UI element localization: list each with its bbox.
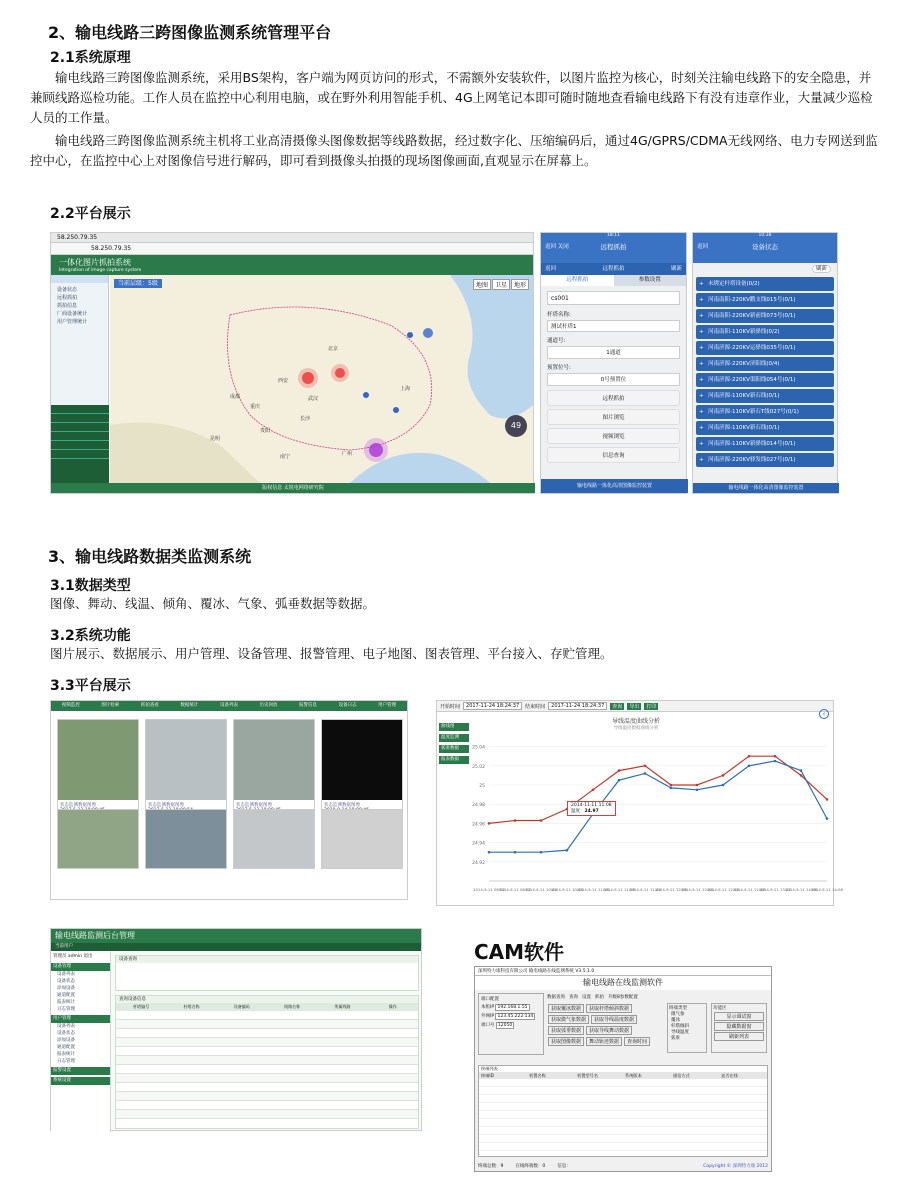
chart-series-point xyxy=(514,851,517,854)
cam-radio-option[interactable]: 杆塔倾斜 xyxy=(671,1024,689,1029)
phone1-back-button[interactable]: 返回 关闭 xyxy=(545,244,569,250)
admin-menu-group[interactable]: 设备管理 xyxy=(51,963,110,971)
admin-table-panel xyxy=(115,995,419,1129)
chart-side-tab[interactable]: 弧垂数据 xyxy=(439,745,469,753)
cam-tab[interactable]: 抓拍 xyxy=(595,995,604,1000)
device-status-list xyxy=(693,277,837,467)
print-button[interactable]: 打印 xyxy=(646,703,657,710)
cam-query-button[interactable]: 获取杆塔倾斜数据 xyxy=(586,1004,632,1013)
gallery-tile[interactable] xyxy=(321,809,403,869)
admin-table-col: 所属线路 xyxy=(334,1004,351,1009)
cam-tabs xyxy=(547,994,642,1000)
cam-function-button[interactable]: 显示调试窗 xyxy=(714,1012,764,1021)
sidebar xyxy=(51,275,109,483)
admin-query-panel xyxy=(115,955,419,991)
admin-menu-item[interactable]: 设备状态 xyxy=(57,979,75,984)
chart-series-point xyxy=(488,851,491,854)
cam-list-col: 终端ID xyxy=(481,1073,494,1078)
cam-list-title: 终端列表 xyxy=(481,1066,498,1071)
cam-port-group-title: 端口配置 xyxy=(481,997,499,1002)
cam-terminal-list xyxy=(478,1065,768,1157)
gallery-caption-title: 状态监测数据图像 xyxy=(324,803,360,808)
table-row[interactable] xyxy=(116,1101,418,1110)
export-button[interactable]: 导出 xyxy=(629,703,640,710)
sidebar-header xyxy=(51,275,108,283)
browser-tab-bar xyxy=(51,233,533,243)
chart-series-point xyxy=(800,769,803,772)
app-footer: 版权信息 太锐电网络研究院 xyxy=(51,483,535,493)
cam-function-button[interactable]: 隐藏数据窗 xyxy=(714,1022,764,1031)
chart-series-point xyxy=(774,760,777,763)
map-place-label: 武汉 xyxy=(308,396,319,402)
device-status-row[interactable]: + 河南南阳-220KV新前线073号(0/1) xyxy=(696,309,834,323)
cam-tab[interactable]: 数据查询 xyxy=(547,995,565,1000)
table-row[interactable] xyxy=(116,1029,418,1038)
sidebar-groups xyxy=(51,405,109,483)
chart-series-point xyxy=(696,789,699,792)
chart-x-tick-label: 2014-9-11 10:44 xyxy=(551,887,583,892)
preset-select[interactable]: 0号预置位 xyxy=(547,373,680,386)
system-functions-line: 图片展示、数据展示、用户管理、设备管理、报警管理、电子地图、图表管理、平台接入、存贮管理。 xyxy=(50,646,613,661)
admin-menu-item[interactable]: 添加设备 xyxy=(57,986,75,991)
cam-software-screenshot xyxy=(474,966,772,1172)
admin-menu-item[interactable]: 日志管理 xyxy=(57,1007,75,1012)
gallery-caption-title: 状态监测数据图像 xyxy=(236,803,272,808)
app-title: 一体化图片抓拍系统 xyxy=(59,258,131,267)
cam-remote-input[interactable]: 123.45.222.134 xyxy=(497,1014,534,1019)
chart-y-tick-label: 24.92 xyxy=(472,860,485,866)
tower-name-label: 杆塔名称: xyxy=(547,312,571,318)
chart-tooltip xyxy=(567,801,616,816)
admin-menu-item[interactable]: 设备状态 xyxy=(57,1031,75,1036)
cam-info: 信息： xyxy=(557,1164,571,1169)
phone1-tabs xyxy=(541,275,686,286)
device-count-badge[interactable]: 49 xyxy=(505,415,527,437)
table-row[interactable] xyxy=(116,1065,418,1074)
table-row[interactable] xyxy=(116,1047,418,1056)
chart-x-tick-label: 2014-9-11 12:44 xyxy=(707,887,739,892)
cam-function-area xyxy=(711,1003,767,1053)
gallery-caption-title: 状态监测数据图像 xyxy=(60,803,96,808)
phone1-action-button[interactable]: 信息查询 xyxy=(547,447,680,463)
app-subtitle: Integration of image capture system xyxy=(59,268,142,273)
cam-total-terminals: 终端总数：9 xyxy=(478,1164,504,1169)
chart-y-tick-label: 25.02 xyxy=(472,764,485,770)
tab-remote-capture[interactable]: 远程抓拍 xyxy=(541,275,614,286)
gallery-tile[interactable] xyxy=(145,809,227,869)
section-3-1-title: 3.1数据类型 xyxy=(50,578,131,594)
admin-table-body xyxy=(116,1011,418,1119)
chart-series-line xyxy=(489,756,827,823)
cam-query-button[interactable]: 获取弧垂数据 xyxy=(548,1026,584,1035)
map-place-label: 昆明 xyxy=(210,436,221,442)
chart-y-tick-label: 24.96 xyxy=(472,822,485,828)
cam-query-button[interactable]: 获取导线舞动数据 xyxy=(586,1026,632,1035)
chart-series-point xyxy=(592,789,595,792)
cam-query-button[interactable]: 查询时间 xyxy=(624,1037,650,1046)
chart-series-point xyxy=(774,755,777,758)
section-2-2-title: 2.2平台展示 xyxy=(50,206,131,222)
cam-heading: CAM软件 xyxy=(474,940,565,964)
sidebar-item[interactable]: 远程抓拍 xyxy=(57,295,78,301)
chart-series-point xyxy=(540,851,543,854)
zoom-level-tab[interactable]: 当前层级：5级 xyxy=(114,279,162,288)
sidebar-item[interactable]: 抓拍信息 xyxy=(57,303,78,309)
chart-series-point xyxy=(618,779,621,782)
gallery-menu-item[interactable]: 设备列表 xyxy=(219,703,238,708)
map-place-label: 成都 xyxy=(230,394,241,400)
cam-port-config xyxy=(478,993,544,1055)
phone2-header xyxy=(693,233,837,263)
gallery-menu-item[interactable]: 设备日志 xyxy=(338,703,357,708)
chart-series-point xyxy=(566,849,569,852)
cam-port-input[interactable]: 12050 xyxy=(497,1023,513,1028)
address-url: 58.250.79.35 xyxy=(91,245,132,252)
admin-menu-item[interactable]: 报表统计 xyxy=(57,1052,75,1057)
cam-func-title: 功能区 xyxy=(713,1006,727,1011)
chart-title: 导线温度曲线分析 xyxy=(611,718,660,725)
phone1-action-button[interactable]: 远程抓拍 xyxy=(547,390,680,406)
cam-ip-label: 本机IP xyxy=(481,1005,495,1010)
chart-y-tick-label: 24.94 xyxy=(472,841,485,847)
map-place-label: 贵阳 xyxy=(260,428,271,434)
chart-y-tick-label: 25.04 xyxy=(472,745,485,751)
list-item[interactable] xyxy=(479,1143,767,1151)
table-row[interactable] xyxy=(116,1056,418,1065)
cam-terminal-type xyxy=(667,1003,707,1053)
cam-port-label: 端口号 xyxy=(481,1023,495,1028)
gallery-menu-item[interactable]: 报警信息 xyxy=(299,703,318,708)
admin-table-col: 线路名称 xyxy=(284,1004,301,1009)
paragraph-principle-1: 输电线路三跨图像监测系统，采用BS架构，客户端为网页访问的形式，不需额外安装软件，以图片监控为核心，时刻关注输电线路下的安全隐患，并兼顾线路巡检功能。工作人员在监控中心利用电脑，或在野外利用智能手机、4G上网笔记本即可随时随地查看输电线路下有没有违章作业，大量减少巡检人员的工作量。 xyxy=(30,70,873,125)
temperature-chart-screenshot xyxy=(436,700,843,906)
image-gallery-screenshot xyxy=(50,700,408,900)
chart-series-point xyxy=(826,817,829,820)
map-place-label: 上海 xyxy=(400,386,411,392)
cam-list-header xyxy=(479,1072,767,1079)
device-status-row[interactable]: + 河南济源-110KV新石T线027号(0/1) xyxy=(696,405,834,419)
section-3-2-title: 3.2系统功能 xyxy=(50,628,131,644)
gallery-menu-bar xyxy=(51,701,407,711)
cam-radio-option[interactable]: 弧垂 xyxy=(671,1036,680,1041)
list-item[interactable] xyxy=(479,1127,767,1135)
cam-query-button[interactable]: 舞动轨迹数据 xyxy=(586,1037,622,1046)
cam-list-col: 通信方式 xyxy=(673,1073,690,1078)
map-type-satellite[interactable]: 卫星 xyxy=(492,279,510,290)
phone1-status-time: 18:11 xyxy=(607,233,620,238)
chart-x-tick-label: 2014-9-11 14:06 xyxy=(785,887,817,892)
cam-radio-option[interactable]: 覆冰 xyxy=(671,1018,680,1023)
end-time-input[interactable]: 2017-11-24 18:24:37 xyxy=(548,702,607,710)
chart-series-point xyxy=(540,819,543,822)
admin-title: 输电线路监测后台管理 xyxy=(51,929,421,943)
admin-sidebar xyxy=(51,951,111,1132)
tab-param-settings[interactable]: 参数设置 xyxy=(614,275,687,286)
map-type-terrain[interactable]: 地形 xyxy=(511,279,529,290)
device-status-row[interactable]: + 河南济源-220KV渠阳线054号(0/1) xyxy=(696,373,834,387)
chart-back-icon[interactable]: ‹ xyxy=(819,709,829,719)
chart-side-tab[interactable]: 曲线图 xyxy=(439,723,469,731)
admin-table-col: 杆塔编号 xyxy=(133,1004,150,1009)
table-row[interactable] xyxy=(116,1083,418,1092)
phone1-toolbar-title: 远程抓拍 xyxy=(602,266,625,272)
admin-menu-item[interactable]: 通道配置 xyxy=(57,1045,75,1050)
tooltip-date: 2014-11-11 11:08 xyxy=(571,803,612,808)
start-time-input[interactable]: 2017-11-24 18:24:37 xyxy=(463,702,522,710)
temperature-line-chart xyxy=(437,701,843,907)
chart-series-point xyxy=(618,769,621,772)
phone2-back-button[interactable]: 返回 xyxy=(697,244,709,250)
admin-backend-screenshot xyxy=(50,928,422,1131)
gallery-caption-title: 状态监测数据图像 xyxy=(148,803,184,808)
chart-x-tick-label: 2014-9-11 11:44 xyxy=(629,887,661,892)
gallery-menu-item[interactable]: 视频监控 xyxy=(61,703,80,708)
gallery-menu-item[interactable]: 用户管理 xyxy=(378,703,397,708)
data-types-line: 图像、舞动、线温、倾角、覆冰、气象、弧垂数据等数据。 xyxy=(50,596,376,611)
admin-menu-item[interactable]: 设备列表 xyxy=(57,1024,75,1029)
chart-x-tick-label: 2014-9-11 08:02 xyxy=(499,887,531,892)
section-2-1-title: 2.1系统原理 xyxy=(50,50,131,66)
chart-y-tick-label: 25 xyxy=(479,784,485,789)
gallery-tile[interactable] xyxy=(233,809,315,869)
china-map xyxy=(110,275,533,483)
cam-remote-label: 外网IP xyxy=(481,1014,495,1019)
phone1-footer: 输电线路一体化高清图像监控装置 xyxy=(541,479,688,493)
list-item[interactable] xyxy=(479,1095,767,1103)
chart-x-tick-label: 2014-9-11 12:06 xyxy=(655,887,687,892)
app-header xyxy=(51,255,533,275)
admin-table-title: 查询设备信息 xyxy=(116,996,418,1003)
device-status-row[interactable]: + 河南南阳-110KV新驿线(0/2) xyxy=(696,325,834,339)
admin-table-col: 杆塔名称 xyxy=(183,1004,200,1009)
chart-x-tick-label: 2014-9-11 11:18 xyxy=(577,887,609,892)
admin-menu-item[interactable]: 设备列表 xyxy=(57,972,75,977)
list-item[interactable] xyxy=(479,1087,767,1095)
chart-series-point xyxy=(670,787,673,790)
cam-list-col: 是否在线 xyxy=(721,1073,738,1078)
chart-x-tick-label: 2014-9-11 08:02 xyxy=(473,887,505,892)
map-place-label: 重庆 xyxy=(250,404,261,410)
map-place-label: 广州 xyxy=(342,451,353,457)
cam-tab[interactable]: 设置 xyxy=(582,995,591,1000)
tower-name-field[interactable]: 测试杆塔1 xyxy=(547,320,680,332)
admin-menu-group[interactable]: 报警设置 xyxy=(51,1067,110,1075)
sidebar-list xyxy=(51,283,108,329)
sidebar-item[interactable]: 用户管理统计 xyxy=(57,319,88,325)
list-item[interactable] xyxy=(479,1135,767,1143)
query-button[interactable]: 查询 xyxy=(612,703,623,710)
browser-address-bar[interactable] xyxy=(51,243,533,255)
list-item[interactable] xyxy=(479,1119,767,1127)
section-2-title: 2、输电线路三跨图像监测系统管理平台 xyxy=(48,23,332,42)
cam-query-button[interactable]: 获取图像数据 xyxy=(548,1037,584,1046)
cam-list-col: 装置型号名 xyxy=(577,1073,598,1078)
admin-menu-groups xyxy=(51,963,110,1085)
admin-query-title: 设备查询 xyxy=(116,956,418,963)
device-status-row[interactable]: + 河南济源-220KV驿发线027号(0/1) xyxy=(696,453,834,467)
admin-table-col: 设备编码 xyxy=(233,1004,250,1009)
table-row[interactable] xyxy=(116,1011,418,1020)
chart-series-point xyxy=(826,798,829,801)
phone1-title: 远程抓拍 xyxy=(600,243,627,251)
chart-side-tab[interactable]: 报表数据 xyxy=(439,756,469,764)
chart-series-point xyxy=(644,765,647,768)
table-row[interactable] xyxy=(116,1110,418,1119)
device-status-row[interactable]: + 河南济源-220KV运驿线035号(0/1) xyxy=(696,341,834,355)
chart-x-tick-label: 2014-9-11 12:48 xyxy=(733,887,765,892)
chart-y-tick-label: 24.98 xyxy=(472,803,485,809)
cam-query-button[interactable]: 获取微气象数据 xyxy=(548,1015,589,1024)
cam-radio-option[interactable]: 导线温度 xyxy=(671,1030,689,1035)
cam-copyright: Copyright © 深圳特力康 2012 xyxy=(703,1164,768,1169)
chart-series-point xyxy=(644,772,647,775)
tooltip-label: 温度： xyxy=(571,809,585,814)
cam-radio-title: 终端类型 xyxy=(669,1006,687,1011)
cam-list-col: 系统版本 xyxy=(625,1073,642,1078)
table-row[interactable] xyxy=(116,1020,418,1029)
sidebar-item[interactable]: 厂商设备统计 xyxy=(57,311,88,317)
gallery-menu-item[interactable]: 历史回放 xyxy=(259,703,278,708)
table-row[interactable] xyxy=(116,1092,418,1101)
phone1-header xyxy=(541,233,686,263)
admin-table-header xyxy=(116,1003,418,1011)
section-3-title: 3、输电线路数据类监测系统 xyxy=(48,547,252,566)
admin-user: 管理员 admin 退出 xyxy=(53,954,93,959)
admin-menu-group[interactable]: 系统设置 xyxy=(51,1077,110,1085)
cam-query-buttons xyxy=(547,1003,665,1047)
phone2-refresh-button[interactable]: 刷新 xyxy=(812,265,831,273)
gallery-menu-item[interactable]: 图片检索 xyxy=(101,703,120,708)
table-row[interactable] xyxy=(116,1074,418,1083)
cam-banner: 输电线路在线监测软件 xyxy=(475,976,771,990)
sidebar-item[interactable]: 设备状态 xyxy=(57,287,78,293)
phone1-toolbar-back[interactable]: 返回 xyxy=(545,266,557,272)
device-id-field[interactable]: cs001 xyxy=(547,291,680,305)
chart-x-tick-label: 2014-9-11 10:44 xyxy=(525,887,557,892)
map-area[interactable] xyxy=(110,275,533,483)
phone1-toolbar xyxy=(541,263,686,275)
chart-x-tick-label: 2014-9-11 12:44 xyxy=(681,887,713,892)
device-status-row[interactable]: + 河南济源-110KV新石线(0/1) xyxy=(696,421,834,435)
phone-device-status-screenshot xyxy=(692,232,838,494)
phone1-action-button[interactable]: 图片浏览 xyxy=(547,409,680,425)
preset-label: 预置位号: xyxy=(547,365,571,371)
cam-query-button[interactable]: 获取覆冰数据 xyxy=(548,1004,584,1013)
cam-window-title: 深圳特力康科技有限公司 输电线路在线监测系统 V3.5.1.0 xyxy=(475,967,771,976)
admin-menu-item[interactable]: 通道配置 xyxy=(57,993,75,998)
gallery-menu-item[interactable]: 数据统计 xyxy=(180,703,199,708)
table-row[interactable] xyxy=(116,1038,418,1047)
chart-series-point xyxy=(748,755,751,758)
tooltip-value: 24.97 xyxy=(584,809,599,814)
admin-subbar: 当前用户 xyxy=(51,943,421,951)
admin-menu-group[interactable]: 用户管理 xyxy=(51,1015,110,1023)
cam-tab[interactable]: 升级8参数配置 xyxy=(608,995,638,1000)
gallery-menu-item[interactable]: 抓拍查看 xyxy=(140,703,159,708)
chart-x-tick-label: 2014-9-11 14:06 xyxy=(811,887,843,892)
chart-series-point xyxy=(488,822,491,825)
chart-series-point xyxy=(514,819,517,822)
start-time-label: 开始时间 xyxy=(440,703,461,710)
map-place-label: 长沙 xyxy=(300,416,311,422)
phone1-action-buttons xyxy=(541,390,686,463)
chart-x-tick-label: 2014-9-11 11:26 xyxy=(603,887,635,892)
end-time-label: 结束时间 xyxy=(525,703,546,710)
phone-remote-capture-screenshot xyxy=(540,232,687,494)
chart-series-point xyxy=(722,784,725,787)
cam-online-terminals: 在线终端数：0 xyxy=(515,1164,546,1169)
chart-series-point xyxy=(748,765,751,768)
admin-menu-item[interactable]: 添加设备 xyxy=(57,1038,75,1043)
gallery-tile[interactable] xyxy=(57,809,139,869)
list-item[interactable] xyxy=(479,1103,767,1111)
cam-list-col: 装置名称 xyxy=(529,1073,546,1078)
phone2-title: 设备状态 xyxy=(752,243,778,251)
channel-label: 通道号: xyxy=(547,338,566,344)
map-place-label: 南宁 xyxy=(280,454,291,460)
browser-tab[interactable]: 58.250.79.35 xyxy=(57,234,98,241)
web-platform-screenshot xyxy=(50,232,534,494)
chart-series-point xyxy=(800,774,803,777)
map-type-map[interactable]: 地图 xyxy=(473,279,491,290)
admin-table-col: 操作 xyxy=(388,1004,397,1009)
cam-radio-option[interactable]: 微气象 xyxy=(671,1012,685,1017)
channel-select[interactable]: 1通道 xyxy=(547,346,680,359)
chart-subtitle: 导线温度数据曲线分析 xyxy=(613,726,659,731)
phone1-action-button[interactable]: 视频浏览 xyxy=(547,428,680,444)
list-item[interactable] xyxy=(479,1111,767,1119)
section-3-3-title: 3.3平台展示 xyxy=(50,678,131,694)
phone2-status-time: 10:36 xyxy=(758,233,772,238)
cam-status-bar xyxy=(478,1163,768,1169)
device-status-row[interactable]: + 河南济源-220KV济阳线(0/4) xyxy=(696,357,834,371)
device-status-row[interactable]: + 河南济源-110KV新石线(0/1) xyxy=(696,389,834,403)
admin-menu-item[interactable]: 报表统计 xyxy=(57,1000,75,1005)
map-place-label: 北京 xyxy=(328,346,339,352)
device-status-row[interactable]: + 河南济源-110KV新驿线014号(0/1) xyxy=(696,437,834,451)
map-place-label: 西安 xyxy=(278,378,289,384)
chart-side-tab[interactable]: 温度监测 xyxy=(439,734,469,742)
chart-series-point xyxy=(696,784,699,787)
cam-function-button[interactable]: 刷新列表 xyxy=(714,1032,764,1041)
admin-menu-item[interactable]: 日志管理 xyxy=(57,1059,75,1064)
device-status-row[interactable]: + 河南南阳-220KV鹳支线015号(0/1) xyxy=(696,293,834,307)
list-item[interactable] xyxy=(479,1079,767,1087)
chart-series-point xyxy=(670,784,673,787)
map-type-switch xyxy=(473,279,529,290)
phone1-refresh-button[interactable]: 刷新 xyxy=(670,266,682,272)
cam-ip-input[interactable]: 192.168.1.55 xyxy=(497,1005,528,1010)
phone2-footer: 输电线路一体化高清图像监控装置 xyxy=(693,483,839,493)
chart-series-point xyxy=(722,774,725,777)
chart-x-tick-label: 2014-9-11 13:22 xyxy=(759,887,791,892)
cam-query-button[interactable]: 获取导线温度数据 xyxy=(591,1015,637,1024)
phone2-toolbar xyxy=(693,263,837,275)
paragraph-principle-2: 输电线路三跨图像监测系统主机将工业高清摄像头图像数据等线路数据，经过数字化、压缩编码后，通过4G/GPRS/CDMA无线网络、电力专网送到监控中心，在监控中心上对图像信号进行解码，即可看到摄像头拍摄的现场图像画面,直观显示在屏幕上。 xyxy=(30,133,878,168)
device-status-row[interactable]: + 未绑定杆塔设备(0/2) xyxy=(696,277,834,291)
cam-tab[interactable]: 查询 xyxy=(569,995,578,1000)
cam-list-body xyxy=(479,1079,767,1151)
